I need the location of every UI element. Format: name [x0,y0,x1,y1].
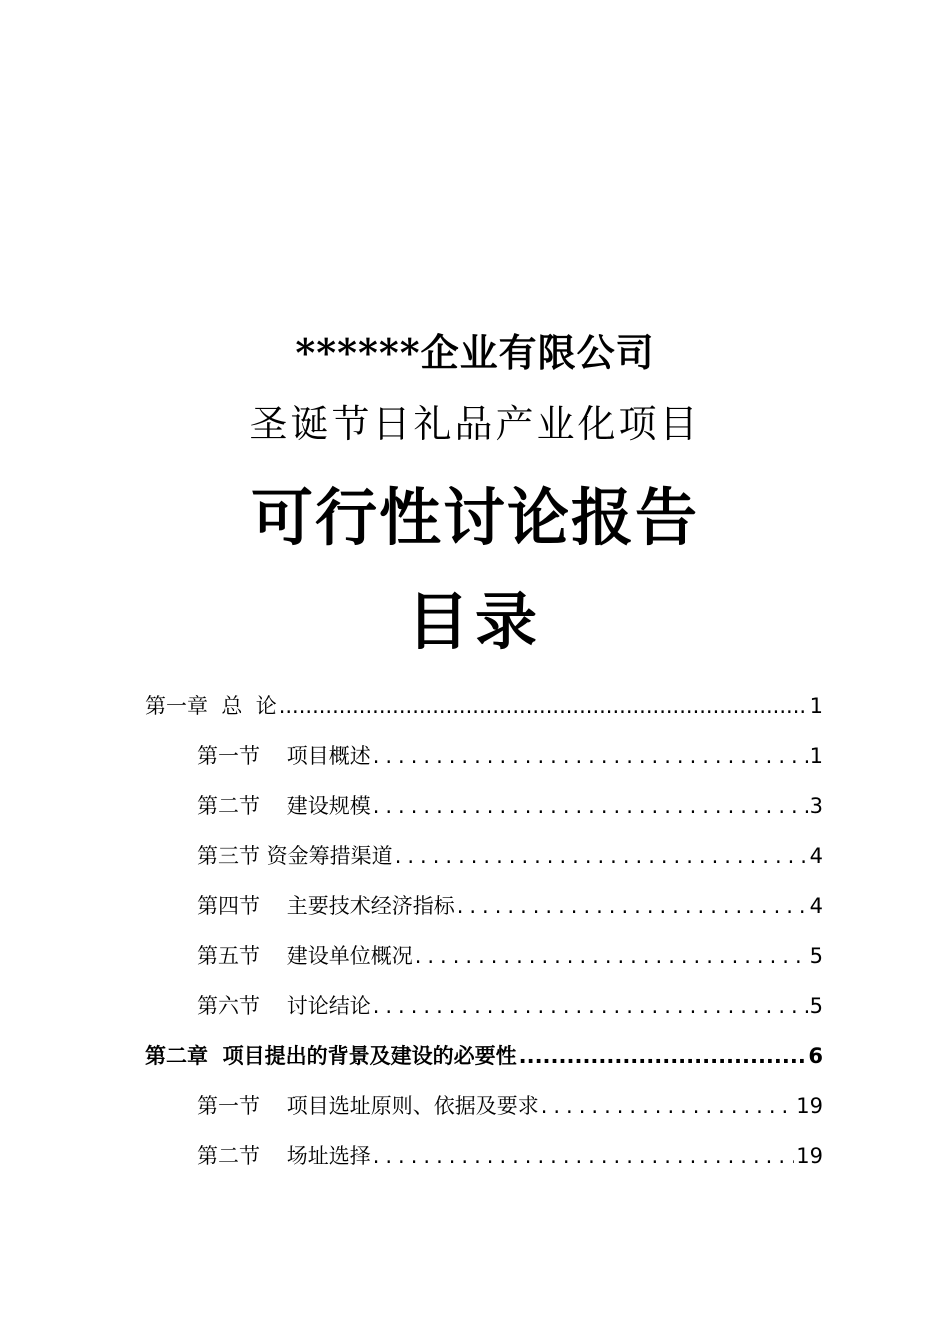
toc-section-entry[interactable] [145,936,823,986]
toc-page-number: 4 [809,894,823,918]
toc-entry-label: 第二章 项目提出的背景及建设的必要性 [145,1044,517,1068]
toc-page-number: 19 [796,1144,823,1168]
toc-dot-leader [519,1036,807,1076]
toc-entry-label: 第三节 资金筹措渠道 [197,844,393,868]
toc-section-entry[interactable] [145,1086,823,1136]
toc-section-entry[interactable] [145,986,823,1036]
toc-page-number: 3 [809,794,823,818]
toc-page-number: 6 [808,1044,823,1068]
toc-page-number: 19 [796,1094,823,1118]
toc-page-number: 5 [809,994,823,1018]
toc-chapter-entry[interactable] [145,1036,823,1086]
company-name: ******企业有限公司 [295,330,655,375]
toc-section-entry[interactable] [145,836,823,886]
toc-dot-leader [395,836,808,876]
toc-dot-leader [373,1136,795,1176]
toc-dot-leader [373,786,808,826]
toc-entry-label: 第一节 项目选址原则、依据及要求 [197,1094,539,1118]
project-name: 圣诞节日礼品产业化项目 [249,402,701,446]
toc-section-entry[interactable] [145,1136,823,1186]
toc-dot-leader [373,736,808,776]
toc-entry-label: 第二节 场址选择 [197,1144,371,1168]
toc-section-entry[interactable] [145,786,823,836]
toc-entry-label: 第四节 主要技术经济指标 [197,894,455,918]
toc-entry-label: 第一章 总 论 [145,694,277,718]
toc-entry-label: 第二节 建设规模 [197,794,371,818]
toc-section-entry[interactable] [145,736,823,786]
toc-dot-leader [457,886,808,926]
toc-heading: 目录 [406,585,543,658]
toc-dot-leader [415,936,808,976]
toc-section-entry[interactable] [145,886,823,936]
toc-dot-leader [373,986,808,1026]
toc-page-number: 1 [809,744,823,768]
toc-dot-leader [541,1086,795,1126]
toc-page-number: 4 [809,844,823,868]
toc-page-number: 1 [809,694,823,718]
toc-chapter-entry[interactable] [145,686,823,736]
toc-entry-label: 第一节 项目概述 [197,744,371,768]
report-title: 可行性讨论报告 [250,481,699,554]
toc-entry-label: 第六节 讨论结论 [197,994,371,1018]
toc-entry-label: 第五节 建设单位概况 [197,944,413,968]
table-of-contents [145,686,823,1186]
toc-dot-leader [279,686,808,726]
toc-page-number: 5 [809,944,823,968]
